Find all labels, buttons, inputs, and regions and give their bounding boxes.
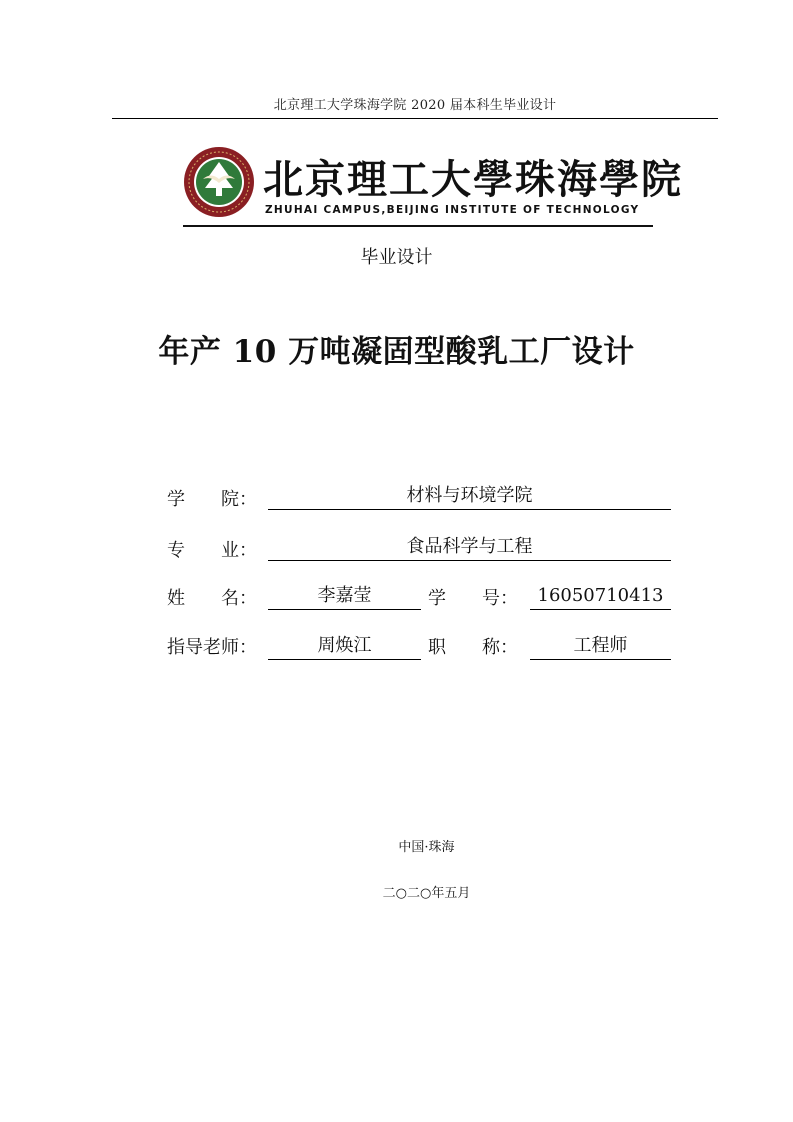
student-name-label: 姓 名： xyxy=(167,588,257,609)
university-name-cn: 北京理工大學珠海學院 xyxy=(263,157,683,203)
advisor-rank-field: 工程师 xyxy=(530,633,671,660)
document-type: 毕业设计 xyxy=(360,247,433,268)
major-label: 专 业： xyxy=(167,540,257,561)
college-label: 学 院： xyxy=(167,489,257,510)
advisor-field: 周焕江 xyxy=(268,633,421,660)
student-name-field: 李嘉莹 xyxy=(268,583,421,610)
document-title: 年产 10 万吨凝固型酸乳工厂设计 xyxy=(158,334,635,370)
running-header: 北京理工大学珠海学院 2020 届本科生毕业设计 xyxy=(273,98,557,113)
student-id-field: 16050710413 xyxy=(530,583,671,610)
student-id-label: 学 号： xyxy=(428,588,518,609)
university-seal-icon xyxy=(183,146,255,218)
advisor-rank-label: 职 称： xyxy=(428,637,518,658)
university-name-en: ZHUHAI CAMPUS,BEIJING INSTITUTE OF TECHNOLOGY xyxy=(265,204,640,216)
advisor-label: 指导老师： xyxy=(167,637,257,658)
college-field: 材料与环境学院 xyxy=(268,483,671,510)
header-rule xyxy=(112,118,718,119)
footer-place: 中国·珠海 xyxy=(398,840,455,855)
major-field: 食品科学与工程 xyxy=(268,534,671,561)
footer-date: 二○二○年五月 xyxy=(382,886,471,901)
logo-rule xyxy=(183,225,653,227)
university-logo xyxy=(183,146,683,230)
